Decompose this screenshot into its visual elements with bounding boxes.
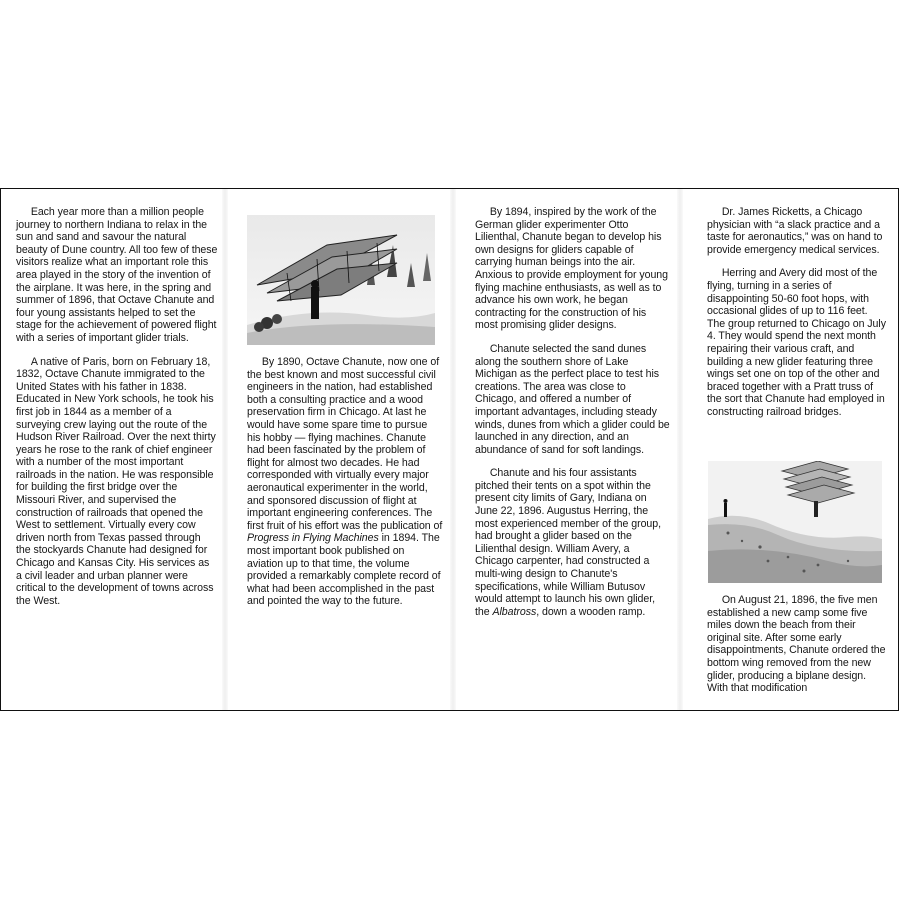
fold-line [450, 189, 456, 710]
panel-2-text-part-1: By 1890, Octave Chanute, now one of the best known and most successful civil engineers in the nation, had established both a consulting practice and a wood preservation firm in Chicago. At last he would have some spare time to pursue his hobby — flying machines. Chanute had been fascinated by the problem of flight for almost two decades. He had corresponded with virtually every major aeronautical experimenter in the world, and sponsored discussion of flight at important engineering conferences. The first fruit of his effort was the publication of [247, 356, 443, 532]
panel-1-paragraph-1: Each year more than a million people journey to northern Indiana to relax in the sun and sand and savour the natural beauty of Dune country. All too few of these visitors realize what an important role this area played in the story of the invention of the airplane. It was here, in the spring and summer of 1896, that Octave Chanute and four young assistants helped to set the stage for the achievement of powered flight with a series of important glider trials. [16, 206, 218, 344]
fold-line [222, 189, 228, 710]
panel-1-text [16, 206, 218, 618]
panel-2-paragraph-1 [247, 356, 443, 608]
panel-3-paragraph-1: By 1894, inspired by the work of the German glider experimenter Otto Lilienthal, Chanute began to develop his own designs for gliders capable of carrying human beings into the air. Anxious to provide employment for young flying machine enthusiasts, as well as to advance his own work, he began contracting for the construction of his most promising glider designs. [475, 206, 668, 332]
book-title: Progress in Flying Machines [247, 532, 379, 545]
panel-3-paragraph-3 [475, 467, 670, 618]
brochure-spread [0, 188, 899, 711]
panel-3-text-part-2: , down a wooden ramp. [536, 605, 646, 618]
fold-line [677, 189, 683, 710]
glider-photo-2-image [708, 461, 882, 583]
glider-photo-2 [708, 461, 882, 583]
glider-photo-1-image [247, 215, 435, 345]
panel-3-paragraph-2: Chanute selected the sand dunes along the southern shore of Lake Michigan as the perfect place to test his creations. The area was close to Chicago, and offered a number of important advantages, including steady winds, dunes from which a glider could be launched in any direction, and an abundance of sand for soft landings. [475, 342, 670, 456]
panel-4-text-bottom [707, 594, 887, 706]
panel-4-text-top [707, 206, 887, 430]
panel-3-text-part-1: Chanute and his four assistants pitched their tents on a spot within the present city limits of Gary, Indiana on June 22, 1896. Augustus Herring, the most experienced member of the group, had brought a glider based on the Lilienthal design. William Avery, a Chicago carpenter, had constructed a multi-wing design to Chanute's specifications, while William Butusov would attempt to launch his own glider, the [475, 467, 661, 618]
panel-4-paragraph-3: On August 21, 1896, the five men established a new camp some five miles down the beach from their original site. After some early disappointments, Chanute ordered the bottom wing removed from the new glider, producing a biplane design. With that modification [707, 594, 886, 695]
panel-2-text-part-2: in 1894. The most important book published on aviation up to that time, the volume provided a remarkably complete record of what had been accomplished in the past and pointed the way to the future. [247, 532, 441, 608]
glider-name: Albatross [492, 605, 537, 618]
panel-2-text [247, 356, 443, 619]
panel-1-paragraph-2: A native of Paris, born on February 18, 1832, Octave Chanute immigrated to the United States with his father in 1838. Educated in New York schools, he took his first job in 1844 as a member of a surveying crew laying out the route of the Hudson River Railroad. Over the next thirty years he rose to the rank of chief engineer with a number of the most important railroads in the nation. He was responsible for building the first bridge over the Missouri River, and supervised the construction of railroads that opened the West to settlement. Virtually every cow driven north from Texas passed through the stockyards Chanute had designed for Chicago and Kansas City. His services as a civil leader and urban planner were critical to the development of towns across the West. [16, 355, 216, 607]
glider-photo-1 [247, 215, 435, 345]
panel-4-paragraph-2: Herring and Avery did most of the flying, turning in a series of disappointing 50-60 foot hops, with occasional glides of up to 116 feet. The group returned to Chicago on July 4. They would spend the next month repairing their various craft, and building a new glider featuring three wings set one on top of the other and braced together with a Pratt truss of the sort that Chanute had employed in constructing railroad bridges. [707, 267, 886, 418]
panel-4-paragraph-1: Dr. James Ricketts, a Chicago physician with “a slack practice and a taste for aeronautics,” was on hand to provide emergency medical services. [707, 206, 883, 256]
panel-3-text [475, 206, 670, 629]
